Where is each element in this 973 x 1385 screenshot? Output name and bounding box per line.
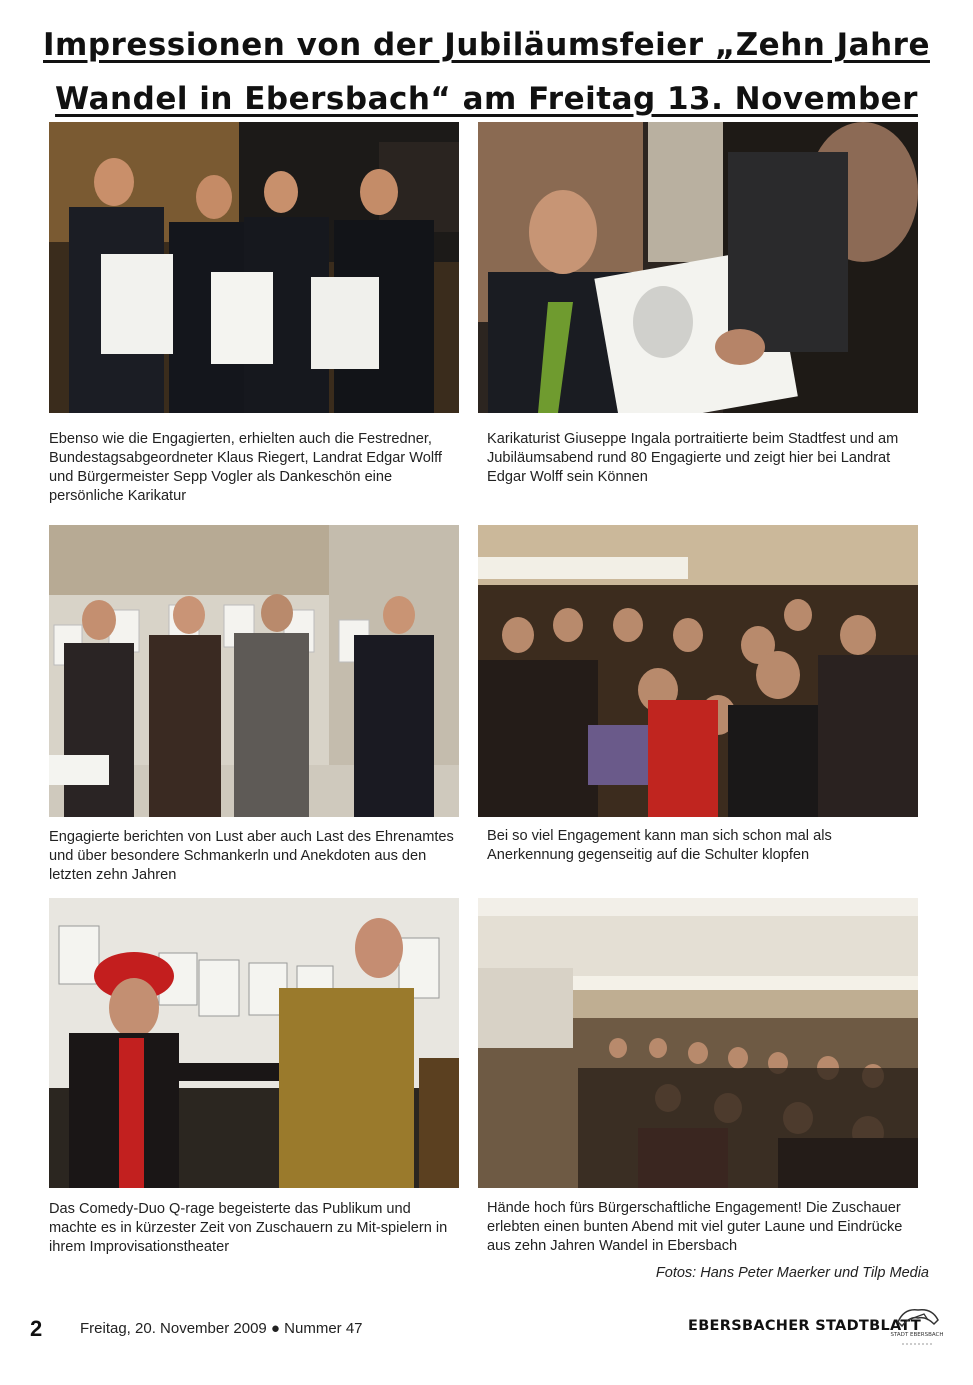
logo-text: STADT EBERSBACH: [890, 1332, 944, 1338]
headline-line-1: Impressionen von der Jubiläumsfeier „Zehn Jahre: [43, 27, 930, 63]
caption-photo-5: Das Comedy-Duo Q-rage begeisterte das Publikum und machte es in kürzester Zeit von Zuschauern zu Mit-spielern in ihrem Improvisationstheater: [49, 1201, 448, 1255]
city-logo-icon: [888, 1300, 946, 1352]
photo-credit: Fotos: Hans Peter Maerker und Tilp Media: [655, 1265, 929, 1281]
headline-line-2: Wandel in Ebersbach“ am Freitag 13. November: [55, 81, 918, 117]
photo-stage-conversation: [49, 525, 459, 817]
caption-photo-4: Bei so viel Engagement kann man sich schon mal als Anerkennung gegenseitig auf die Schulter klopfen: [487, 828, 832, 863]
caption-photo-3: Engagierte berichten von Lust aber auch Last des Ehrenamtes und über besondere Schmankerln und Anekdoten aus den letzten zehn Jahren: [49, 829, 454, 883]
photo-speakers-caricatures: [49, 122, 459, 413]
issue-date: Freitag, 20. November 2009 ● Nummer 47: [80, 1320, 363, 1337]
publication-name: EBERSBACHER STADTBLATT: [688, 1318, 922, 1334]
caption-photo-6: Hände hoch fürs Bürgerschaftliche Engagement! Die Zuschauer erlebten einen bunten Abend mit viel guter Laune und Eindrücke aus zehn Jahren Wandel in Ebersbach: [487, 1200, 903, 1254]
photo-hall-raised-hands: [478, 898, 918, 1188]
caption-photo-1: Ebenso wie die Engagierten, erhielten auch die Festredner, Bundestagsabgeordneter Klaus Riegert, Landrat Edgar Wolff und Bürgermeister Sepp Vogler als Dankeschön eine persönliche Karikatur: [49, 431, 442, 504]
page-number: 2: [30, 1316, 43, 1341]
caption-photo-2: Karikaturist Giuseppe Ingala portraitierte beim Stadtfest und am Jubiläumsabend rund 80 Engagierte und zeigt hier bei Landrat Edgar Wolff sein Können: [487, 431, 899, 485]
photo-caricaturist-drawing: [478, 122, 918, 413]
photo-audience-laughing: [478, 525, 918, 817]
page-headline: [0, 18, 973, 126]
photo-comedy-duo: [49, 898, 459, 1188]
